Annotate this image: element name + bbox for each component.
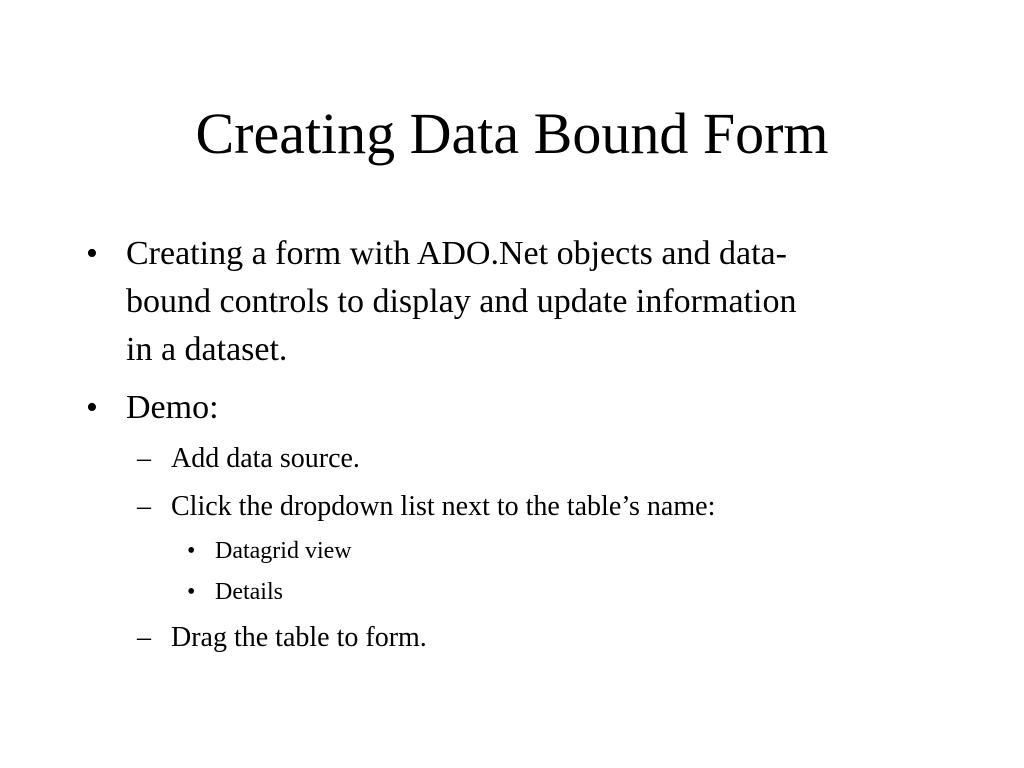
dash-marker: –	[137, 491, 151, 522]
bullet-item-creating-form	[86, 230, 916, 374]
sub-bullet-text: Click the dropdown list next to the table’s name:	[171, 491, 716, 522]
sub-sub-bullet-text: Datagrid view	[215, 538, 352, 564]
bullet-marker: •	[187, 579, 196, 605]
sub-bullet-text: Drag the table to form.	[171, 622, 427, 653]
sub-bullet-text: Add data source.	[171, 443, 360, 474]
sub-sub-bullet-datagrid-view	[187, 535, 887, 567]
dash-marker: –	[137, 622, 151, 653]
bullet-marker: •	[187, 538, 196, 564]
bullet-text: Creating a form with ADO.Net objects and data- bound controls to display and update information in a dataset.	[126, 235, 797, 368]
bullet-marker: •	[86, 389, 98, 426]
dash-marker: –	[137, 443, 151, 474]
sub-bullet-add-data-source	[137, 439, 937, 479]
bullet-item-demo	[86, 384, 916, 432]
bullet-text: Demo:	[126, 389, 219, 426]
slide-title: Creating Data Bound Form	[195, 101, 829, 166]
sub-sub-bullet-details	[187, 576, 887, 608]
sub-bullet-click-dropdown	[137, 487, 937, 527]
sub-bullet-drag-table	[137, 618, 937, 658]
bullet-marker: •	[86, 235, 98, 272]
sub-sub-bullet-text: Details	[215, 579, 283, 605]
